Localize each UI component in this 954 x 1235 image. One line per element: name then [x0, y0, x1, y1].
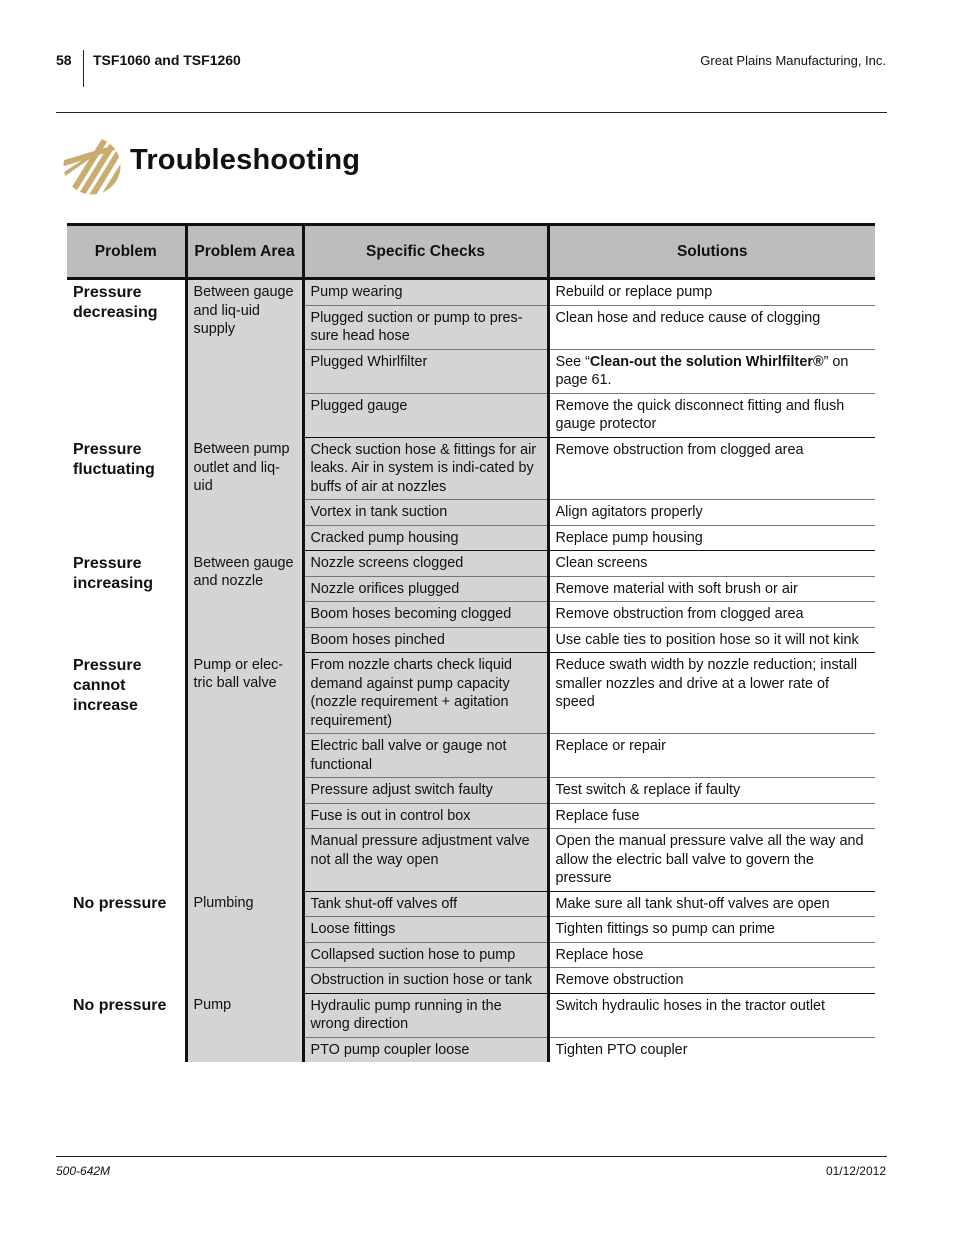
specific-check-cell: Electric ball valve or gauge not functional — [303, 734, 548, 778]
solution-cell: Remove material with soft brush or air — [548, 576, 875, 602]
solution-cell — [548, 349, 875, 393]
specific-check-cell: Loose fittings — [303, 917, 548, 943]
header-rule — [56, 112, 887, 113]
header-solutions: Solutions — [548, 225, 875, 279]
page-number: 58 — [56, 52, 72, 68]
specific-check-cell: Fuse is out in control box — [303, 803, 548, 829]
solution-cell: Replace fuse — [548, 803, 875, 829]
table-row — [67, 551, 875, 577]
solution-cell: Replace pump housing — [548, 525, 875, 551]
specific-check-cell: PTO pump coupler loose — [303, 1037, 548, 1062]
specific-check-cell: Nozzle orifices plugged — [303, 576, 548, 602]
problem-cell: Pressure fluctuating — [73, 441, 155, 478]
solution-cell: Reduce swath width by nozzle reduction; install smaller nozzles and drive at a lower rate of speed — [548, 653, 875, 734]
table-header-row — [67, 225, 875, 279]
specific-check-cell: Plugged Whirlfilter — [303, 349, 548, 393]
solution-cell: Switch hydraulic hoses in the tractor outlet — [548, 993, 875, 1037]
solution-text: ” on page 61. — [555, 353, 849, 388]
solution-cell: Use cable ties to position hose so it will not kink — [548, 627, 875, 653]
solution-cell: Make sure all tank shut-off valves are open — [548, 891, 875, 917]
problem-area-cell: Between pump outlet and liq-uid — [186, 437, 303, 551]
solution-cell: Replace hose — [548, 942, 875, 968]
problem-area-cell: Plumbing — [186, 891, 303, 993]
solution-cell: Remove the quick disconnect fitting and flush gauge protector — [548, 393, 875, 437]
problem-area-cell: Between gauge and nozzle — [186, 551, 303, 653]
specific-check-cell: Hydraulic pump running in the wrong direction — [303, 993, 548, 1037]
problem-area-cell: Between gauge and liq-uid supply — [186, 279, 303, 438]
specific-check-cell: Check suction hose & fittings for air leaks. Air in system is indi-cated by buffs of air at nozzles — [303, 437, 548, 500]
header-model: TSF1060 and TSF1260 — [93, 52, 241, 68]
specific-check-cell: Nozzle screens clogged — [303, 551, 548, 577]
solution-cell: Tighten PTO coupler — [548, 1037, 875, 1062]
solution-text: See “ — [555, 353, 590, 370]
solution-cell: Replace or repair — [548, 734, 875, 778]
solution-cell: Test switch & replace if faulty — [548, 778, 875, 804]
specific-check-cell: Vortex in tank suction — [303, 500, 548, 526]
header-problem: Problem — [67, 225, 186, 279]
footer-date: 01/12/2012 — [825, 1164, 886, 1178]
specific-check-cell: Obstruction in suction hose or tank — [303, 968, 548, 994]
problem-area-cell: Pump or elec-tric ball valve — [186, 653, 303, 892]
table-row — [67, 653, 875, 734]
problem-cell: Pressure increasing — [73, 554, 154, 592]
specific-check-cell: Boom hoses becoming clogged — [303, 602, 548, 628]
problem-cell: Pressure cannot increase — [73, 656, 142, 714]
solution-cell: Remove obstruction from clogged area — [548, 602, 875, 628]
troubleshooting-table — [67, 223, 875, 1062]
specific-check-cell: From nozzle charts check liquid demand against pump capacity (nozzle requirement + agitation requirement) — [303, 653, 548, 734]
specific-check-cell: Pressure adjust switch faulty — [303, 778, 548, 804]
header-divider — [83, 50, 84, 87]
specific-check-cell: Boom hoses pinched — [303, 627, 548, 653]
solution-cell: Open the manual pressure valve all the way and allow the electric ball valve to govern the pressure — [548, 829, 875, 892]
cross-reference-link[interactable]: Clean-out the solution Whirlfilter® — [589, 353, 824, 370]
solution-cell: Clean hose and reduce cause of clogging — [548, 305, 875, 349]
problem-cell: Pressure decreasing — [73, 284, 158, 321]
footer-doc-number: 500-642M — [56, 1164, 111, 1178]
table-row — [67, 891, 875, 917]
solution-cell: Clean screens — [548, 551, 875, 577]
specific-check-cell: Tank shut-off valves off — [303, 891, 548, 917]
specific-check-cell: Plugged gauge — [303, 393, 548, 437]
specific-check-cell: Manual pressure adjustment valve not all the way open — [303, 829, 548, 892]
table-row — [67, 279, 875, 306]
solution-cell: Align agitators properly — [548, 500, 875, 526]
specific-check-cell: Plugged suction or pump to pres-sure head hose — [303, 305, 548, 349]
table-row — [67, 993, 875, 1037]
problem-area-cell: Pump — [186, 993, 303, 1062]
specific-check-cell: Pump wearing — [303, 279, 548, 306]
header-company: Great Plains Manufacturing, Inc. — [700, 53, 886, 68]
header-problem-area: Problem Area — [186, 225, 303, 279]
page-title: Troubleshooting — [130, 144, 361, 176]
problem-cell: No pressure — [73, 895, 167, 912]
solution-cell: Remove obstruction — [548, 968, 875, 994]
specific-check-cell: Collapsed suction hose to pump — [303, 942, 548, 968]
solution-cell: Remove obstruction from clogged area — [548, 437, 875, 500]
header-specific-checks: Specific Checks — [303, 225, 548, 279]
solution-cell: Tighten fittings so pump can prime — [548, 917, 875, 943]
great-plains-logo-icon — [63, 137, 121, 195]
footer-rule — [56, 1156, 887, 1157]
problem-cell: No pressure — [73, 997, 167, 1014]
solution-cell: Rebuild or replace pump — [548, 279, 875, 306]
specific-check-cell: Cracked pump housing — [303, 525, 548, 551]
table-row — [67, 437, 875, 500]
